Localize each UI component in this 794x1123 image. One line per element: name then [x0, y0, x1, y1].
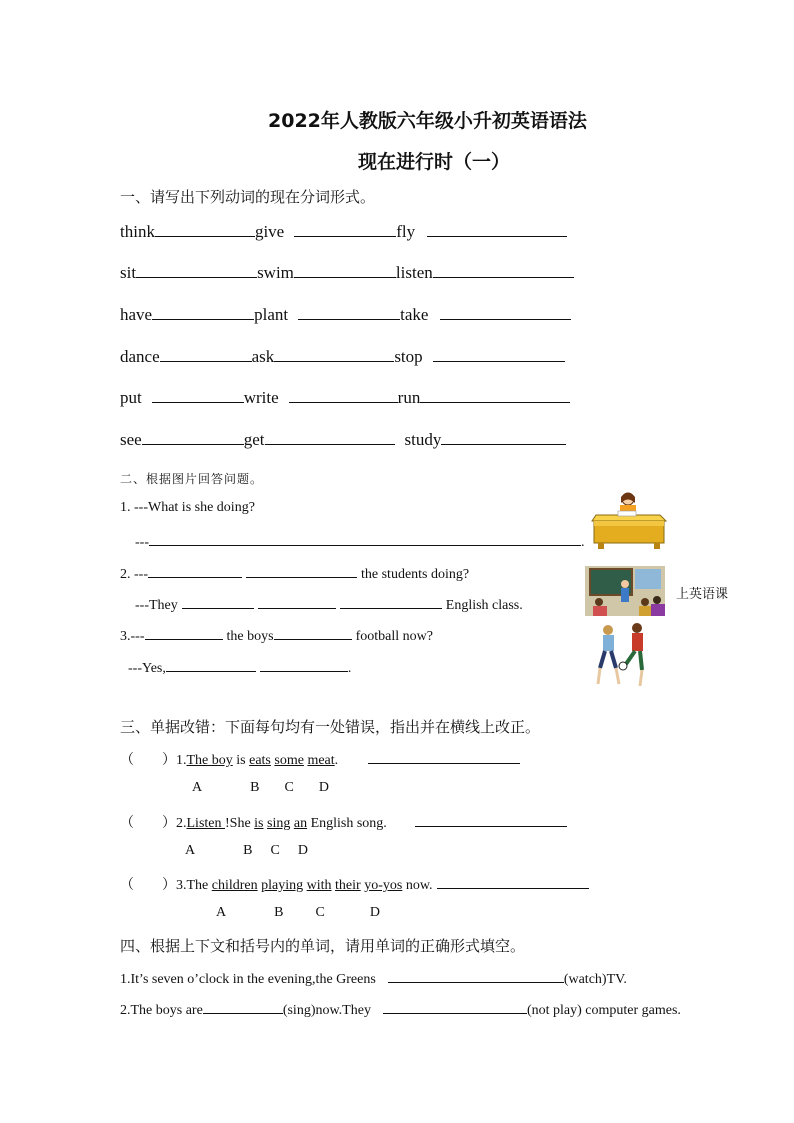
verb-word: fly [396, 222, 416, 241]
fill-sentence-1: 1.It’s seven o’clock in the evening,the Greens (watch)TV. [120, 968, 627, 988]
option-letters-3: A B C D [216, 905, 380, 920]
answer-blank[interactable] [265, 430, 395, 445]
verb-word: have [120, 305, 153, 324]
fill-blank[interactable] [203, 999, 283, 1014]
answer-blank[interactable] [142, 430, 244, 445]
verb-word: give [254, 222, 285, 241]
section-2-heading: 二、根据图片回答问题。 [120, 472, 264, 486]
answer-blank[interactable] [160, 347, 252, 362]
answer-blank[interactable] [136, 263, 257, 278]
answer-blank[interactable] [289, 388, 398, 403]
verb-word: write [243, 388, 279, 407]
section-3-heading: 三、单据改错：下面每句均有一处错误，指出并在横线上改正。 [120, 718, 541, 736]
fill-blank[interactable] [388, 968, 564, 983]
verb-row [120, 222, 567, 242]
answer-blank[interactable] [433, 263, 574, 278]
verb-word: run [397, 388, 421, 407]
error-item-3: （ ）3.The children playing with their yo-yos now. [120, 874, 589, 894]
answer-blank[interactable] [274, 347, 394, 362]
answer-blank[interactable] [294, 222, 396, 237]
correction-blank[interactable] [437, 874, 589, 889]
correction-blank[interactable] [415, 812, 567, 827]
question-2: 2. --- the students doing? [120, 563, 469, 583]
answer-blank[interactable] [298, 305, 400, 320]
question-1: 1. ---What is she doing? [120, 500, 255, 515]
answer-blank[interactable] [149, 531, 581, 546]
verb-word: swim [257, 263, 294, 282]
verb-word: take [400, 305, 429, 324]
verb-row [120, 347, 565, 367]
fill-sentence-2: 2.The boys are (sing)now.They (not play) computer games. [120, 999, 681, 1019]
verb-word: think [120, 222, 155, 241]
verb-row [120, 263, 574, 283]
answer-blank[interactable] [260, 657, 348, 672]
answer-blank[interactable] [427, 222, 567, 237]
answer-line-1: --- . [135, 531, 585, 551]
answer-blank[interactable] [420, 388, 570, 403]
option-letters-1: A B C D [192, 780, 329, 795]
fill-blank[interactable] [383, 999, 527, 1014]
answer-blank[interactable] [182, 594, 254, 609]
correction-blank[interactable] [368, 749, 520, 764]
answer-line-3: ---Yes, . [128, 657, 351, 677]
answer-blank[interactable] [145, 625, 223, 640]
verb-word: study [404, 430, 442, 449]
answer-blank[interactable] [166, 657, 256, 672]
boys-playing-football-picture [592, 620, 652, 690]
picture-caption: 上英语课 [676, 587, 729, 602]
answer-blank[interactable] [246, 563, 357, 578]
answer-blank[interactable] [152, 388, 244, 403]
error-item-2: （ ）2.Listen !She is sing an English song. [120, 812, 567, 832]
page-subtitle: 现在进行时（一） [358, 151, 511, 173]
verb-word: dance [120, 347, 160, 366]
section-1-heading: 一、请写出下列动词的现在分词形式。 [120, 188, 376, 206]
question-3: 3.--- the boys football now? [120, 625, 433, 645]
section-4-heading: 四、根据上下文和括号内的单词，请用单词的正确形式填空。 [120, 937, 526, 955]
verb-row [120, 388, 570, 408]
page-title: 2022年人教版六年级小升初英语语法 [268, 110, 587, 132]
answer-blank[interactable] [155, 222, 255, 237]
answer-line-2: ---They English class. [135, 594, 523, 614]
verb-word: listen [395, 263, 433, 282]
verb-word: sit [120, 263, 137, 282]
verb-word: see [120, 430, 142, 449]
verb-row [120, 430, 566, 450]
girl-writing-at-desk-picture [590, 490, 668, 552]
verb-word: ask [251, 347, 275, 366]
answer-blank[interactable] [433, 347, 565, 362]
error-item-1: （ ）1.The boy is eats some meat. [120, 749, 520, 769]
verb-row [120, 305, 571, 325]
answer-blank[interactable] [148, 563, 242, 578]
answer-blank[interactable] [258, 594, 336, 609]
verb-word: get [243, 430, 265, 449]
verb-word: stop [394, 347, 423, 366]
english-class-picture [585, 566, 665, 616]
answer-blank[interactable] [340, 594, 442, 609]
answer-blank[interactable] [152, 305, 254, 320]
answer-blank[interactable] [294, 263, 396, 278]
answer-blank[interactable] [440, 305, 571, 320]
verb-word: put [120, 388, 142, 407]
answer-blank[interactable] [274, 625, 352, 640]
option-letters-2: A B C D [185, 843, 308, 858]
answer-blank[interactable] [441, 430, 566, 445]
verb-word: plant [254, 305, 289, 324]
